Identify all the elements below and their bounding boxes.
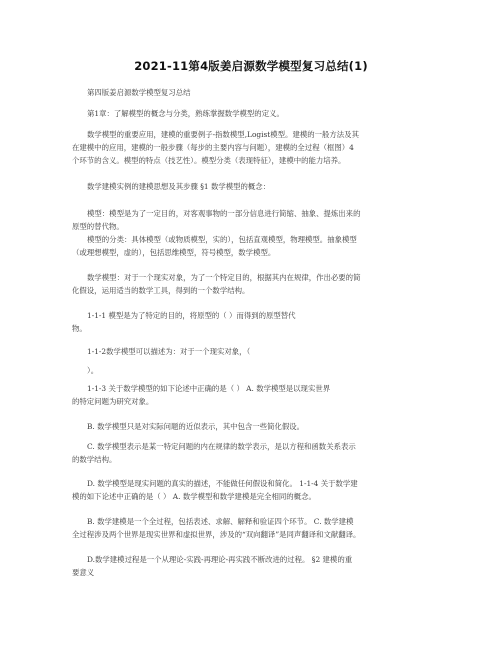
text-line: 模的如下论述中正确的是（ ） A. 数学模型和数学建模是完全相同的概念。	[72, 492, 316, 501]
text-line: 模型的分类：具体模型（或物质模型，实的），包括直观模型，物理模型。抽象模型	[87, 235, 357, 244]
text-line: 数学建模实例的建模思想及其步骤 §1 数学模型的概念：	[87, 182, 271, 191]
text-line: 第1章：了解模型的概念与分类，熟练掌握数学模型的定义。	[87, 109, 284, 118]
text-line: 的特定问题为研究对象。	[72, 397, 154, 406]
paragraph	[72, 345, 434, 358]
document-title: 2021-11第4版姜启源数学模型复习总结(1)	[134, 59, 368, 73]
text-line: 个环节的含义。模型的特点（技艺性）。模型分类（表现特征），建模中的能力培养。	[72, 156, 346, 165]
paragraph	[72, 128, 434, 167]
paragraph	[72, 477, 434, 503]
text-line: 物。	[72, 324, 87, 333]
text-line: C. 数学模型表示是某一特定问题的内在规律的数学表示，是以方程和函数关系表示	[87, 442, 356, 451]
text-line: 原型的替代物。	[72, 222, 124, 231]
text-line: 数学模型：对于一个现实对象，为了一个特定目的，根据其内在规律，作出必要的简	[87, 273, 361, 282]
text-line: B. 数学模型只是对实际问题的近似表示，其中包含一些简化假设。	[87, 422, 305, 431]
text-line: ）。	[87, 366, 99, 375]
text-line: 模型：模型是为了一定目的，对客观事物的一部分信息进行简缩、抽象、提炼出来的	[87, 209, 361, 218]
text-line: 1-1-1 模型是为了特定的目的，将原型的（ ）而得到的原型替代	[87, 311, 296, 320]
paragraph	[72, 440, 434, 466]
text-line: 1-1-2数学模型可以描述为：对于一个现实对象，（	[87, 347, 251, 356]
text-line: 数学模型的重要应用，建模的重要例子-指数模型,Logist模型。建模的一般方法及其	[87, 130, 359, 139]
text-line: （或理想模型，虚的），包括思维模型，符号模型，数学模型。	[72, 248, 276, 257]
text-line: 在建模中的应用，建模的一般步骤（每步的主要内容与问题），建模的全过程（框图）4	[72, 143, 354, 152]
paragraph	[72, 309, 434, 335]
paragraph	[72, 364, 434, 377]
paragraph	[72, 180, 434, 193]
text-line: 1-1-3 关于数学模型的如下论述中正确的是（ ） A. 数学模型是以现实世界	[87, 384, 331, 393]
paragraph	[72, 271, 434, 297]
text-line: D.数学建模过程是一个从理论-实践-再理论-再实践不断改进的过程。 §2 建模的重	[87, 555, 353, 564]
paragraph	[72, 107, 434, 120]
paragraph	[72, 382, 434, 408]
text-line: 全过程涉及两个世界是现实世界和虚拟世界，涉及的“双向翻译”是同声翻译和文献翻译。	[72, 530, 361, 539]
text-line: 化假设，运用适当的数学工具，得到的一个数学结构。	[72, 286, 250, 295]
text-line: D. 数学模型是现实问题的真实的描述，不能做任何假设和简化。 1-1-4 关于数学建	[87, 479, 358, 488]
text-line: 要意义	[72, 568, 95, 577]
text-line: 的数学结构。	[72, 455, 117, 464]
paragraph	[72, 553, 434, 579]
text-line: B. 数学建模是一个全过程，包括表述、求解、解释和验证四个环节。 C. 数学建模	[87, 517, 354, 526]
paragraph	[72, 86, 434, 99]
paragraph	[72, 233, 434, 259]
text-line: 第四版姜启源数学模型复习总结	[87, 88, 191, 97]
paragraph	[72, 420, 434, 433]
paragraph	[72, 207, 434, 233]
paragraph	[72, 515, 434, 541]
